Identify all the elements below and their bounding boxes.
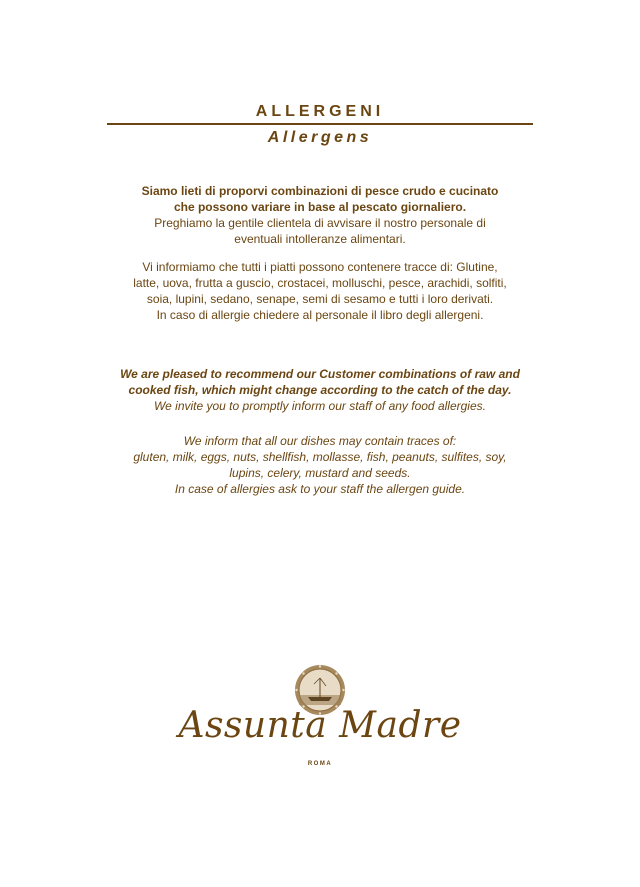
italian-allergens-line: Vi informiamo che tutti i piatti possono contenere tracce di: Glutine, xyxy=(142,260,498,274)
italian-allergens-line: soia, lupini, sedano, senape, semi di sesamo e tutti i loro derivati. xyxy=(146,292,494,306)
english-allergens-line: gluten, milk, eggs, nuts, shellfish, mollasse, fish, peanuts, sulfites, soy, xyxy=(133,450,507,464)
page-title: ALLERGENI xyxy=(255,103,385,120)
english-allergens xyxy=(0,433,640,497)
english-intro-bold-line: cooked fish, which might change according to the catch of the day. xyxy=(128,383,512,397)
brand-city: ROMA xyxy=(307,761,333,767)
english-intro xyxy=(0,366,640,414)
italian-allergens-line: latte, uova, frutta a guscio, crostacei, molluschi, pesce, arachidi, solfiti, xyxy=(133,276,507,290)
english-intro-line: We invite you to promptly inform our staff of any food allergies. xyxy=(154,399,486,413)
english-intro-bold-line: We are pleased to recommend our Customer combinations of raw and xyxy=(120,367,520,381)
title-divider xyxy=(107,123,533,125)
italian-intro-line: eventuali intolleranze alimentari. xyxy=(234,232,406,246)
italian-intro-bold-line: Siamo lieti di proporvi combinazioni di pesce crudo e cucinato xyxy=(141,184,499,198)
italian-intro xyxy=(0,183,640,247)
italian-allergens xyxy=(0,259,640,323)
english-allergens-line: lupins, celery, mustard and seeds. xyxy=(229,466,411,480)
page-header xyxy=(0,100,640,124)
italian-allergens-line: In caso di allergie chiedere al personale il libro degli allergeni. xyxy=(156,308,484,322)
english-allergens-line: We inform that all our dishes may contain traces of: xyxy=(183,434,457,448)
italian-intro-line: Preghiamo la gentile clientela di avvisare il nostro personale di xyxy=(154,216,486,230)
page-subtitle: Allergens xyxy=(267,129,373,146)
brand-wordmark: Assunta Madre xyxy=(178,705,462,746)
italian-intro-bold-line: che possono variare in base al pescato giornaliero. xyxy=(173,200,467,214)
english-allergens-line: In case of allergies ask to your staff the allergen guide. xyxy=(174,482,466,496)
